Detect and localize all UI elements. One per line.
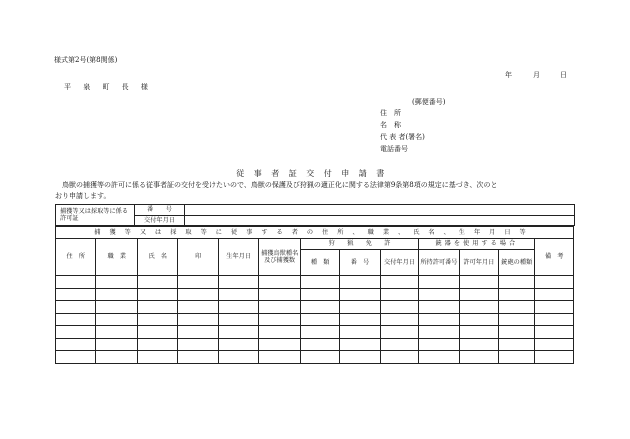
col-occupation: 職 業 [96,239,138,276]
worker-cell[interactable] [96,351,138,364]
worker-cell[interactable] [259,313,301,326]
worker-cell[interactable] [96,301,138,314]
date-year: 年 [505,71,512,79]
worker-cell[interactable] [380,301,418,314]
style-number: 様式第2号(第8関係) [54,56,118,64]
worker-cell[interactable] [419,313,459,326]
worker-cell[interactable] [259,288,301,301]
worker-cell[interactable] [380,351,418,364]
worker-cell[interactable] [178,338,218,351]
worker-cell[interactable] [499,288,535,301]
worker-cell[interactable] [137,351,177,364]
worker-cell[interactable] [137,301,177,314]
worker-cell[interactable] [137,313,177,326]
worker-cell[interactable] [218,301,258,314]
worker-cell[interactable] [56,338,96,351]
worker-cell[interactable] [535,351,574,364]
worker-cell[interactable] [96,326,138,339]
worker-cell[interactable] [218,351,258,364]
date-month: 月 [533,71,540,79]
col-firearm-permit-number: 所持許可番号 [419,250,459,276]
worker-cell[interactable] [300,351,339,364]
worker-cell[interactable] [137,288,177,301]
worker-row [56,276,574,289]
worker-cell[interactable] [259,351,301,364]
worker-row [56,301,574,314]
col-license-issue-date: 交付年月日 [380,250,418,276]
worker-cell[interactable] [218,313,258,326]
worker-cell[interactable] [300,338,339,351]
worker-cell[interactable] [178,313,218,326]
worker-cell[interactable] [259,326,301,339]
col-firearm-header: 銃器を使用する場合 [419,239,535,250]
worker-cell[interactable] [535,276,574,289]
worker-cell[interactable] [499,351,535,364]
worker-cell[interactable] [56,351,96,364]
col-address: 住 所 [56,239,96,276]
statement-line-2: おり申請します。 [55,191,111,200]
worker-cell[interactable] [300,313,339,326]
worker-cell[interactable] [56,276,96,289]
worker-cell[interactable] [96,276,138,289]
postal-code-label: (郵便番号) [412,98,446,106]
col-hunting-license: 狩 猟 免 許 [300,239,418,250]
worker-cell[interactable] [178,276,218,289]
worker-cell[interactable] [178,301,218,314]
worker-cell[interactable] [96,313,138,326]
worker-cell[interactable] [419,326,459,339]
worker-cell[interactable] [499,276,535,289]
worker-cell[interactable] [340,326,380,339]
worker-row [56,313,574,326]
applicant-address-label: 住 所 [380,109,401,117]
worker-cell[interactable] [96,338,138,351]
col-name: 氏 名 [137,239,177,276]
addressee: 平 泉 町 長 様 [64,83,153,91]
worker-cell[interactable] [56,301,96,314]
worker-cell[interactable] [56,326,96,339]
worker-cell[interactable] [380,276,418,289]
worker-cell[interactable] [340,301,380,314]
worker-cell[interactable] [459,351,498,364]
worker-cell[interactable] [535,288,574,301]
worker-cell[interactable] [535,313,574,326]
worker-cell[interactable] [96,288,138,301]
worker-cell[interactable] [300,301,339,314]
worker-table [55,226,574,364]
worker-cell[interactable] [137,276,177,289]
worker-cell[interactable] [380,338,418,351]
worker-cell[interactable] [218,288,258,301]
worker-cell[interactable] [419,351,459,364]
worker-cell[interactable] [499,326,535,339]
worker-cell[interactable] [459,338,498,351]
worker-cell[interactable] [459,288,498,301]
application-statement [55,180,575,201]
col-species: 捕獲鳥獣種名及び捕獲数 [259,239,301,276]
col-birth-date: 生年月日 [218,239,258,276]
worker-cell[interactable] [259,301,301,314]
worker-cell[interactable] [459,276,498,289]
worker-row [56,326,574,339]
permit-table [55,204,575,226]
permit-date-label: 交付年月日 [135,216,185,226]
worker-cell[interactable] [259,276,301,289]
worker-cell[interactable] [340,288,380,301]
worker-cell[interactable] [259,338,301,351]
applicant-name-label: 名 称 [380,121,401,129]
worker-cell[interactable] [535,326,574,339]
permit-number-field[interactable] [185,205,575,216]
worker-cell[interactable] [340,338,380,351]
worker-cell[interactable] [419,288,459,301]
statement-line-1: 鳥獣の捕獲等の許可に係る従事者証の交付を受けたいので、鳥獣の保護及び狩猟の適正化に関する法律第9条第8項の規定に基づき、次のと [62,181,498,189]
worker-cell[interactable] [380,326,418,339]
worker-cell[interactable] [535,301,574,314]
worker-cell[interactable] [499,313,535,326]
worker-cell[interactable] [300,288,339,301]
worker-cell[interactable] [380,313,418,326]
worker-cell[interactable] [218,276,258,289]
worker-cell[interactable] [499,338,535,351]
worker-cell[interactable] [340,351,380,364]
worker-cell[interactable] [380,288,418,301]
worker-cell[interactable] [459,301,498,314]
worker-cell[interactable] [419,338,459,351]
col-seal: 印 [178,239,218,276]
col-firearm-type: 銃砲の種類 [499,250,535,276]
worker-cell[interactable] [178,326,218,339]
worker-cell[interactable] [340,276,380,289]
worker-cell[interactable] [499,301,535,314]
worker-cell[interactable] [137,338,177,351]
worker-row [56,288,574,301]
section-header: 捕獲等又は採取等に従事する者の住所、職業、氏名、生年月日等 [56,227,574,239]
permit-number-label: 番 号 [135,205,185,216]
col-license-number: 番 号 [340,250,380,276]
applicant-representative-label: 代 表 者(署名) [380,133,425,141]
applicant-phone-label: 電話番号 [380,145,408,153]
worker-cell[interactable] [56,288,96,301]
permit-label: 捕獲等又は採取等に係る許可証 [56,205,135,226]
worker-cell[interactable] [218,338,258,351]
worker-cell[interactable] [419,301,459,314]
worker-cell[interactable] [178,288,218,301]
worker-cell[interactable] [56,313,96,326]
date-day: 日 [560,71,567,79]
col-license-type: 種 類 [300,250,339,276]
worker-cell[interactable] [459,326,498,339]
worker-cell[interactable] [419,276,459,289]
worker-cell[interactable] [340,313,380,326]
col-remarks: 備 考 [535,239,574,276]
worker-row [56,351,574,364]
worker-cell[interactable] [535,338,574,351]
worker-cell[interactable] [218,326,258,339]
worker-cell[interactable] [300,276,339,289]
worker-row [56,338,574,351]
permit-date-field[interactable] [185,216,575,226]
worker-cell[interactable] [178,351,218,364]
document-title: 従事者証交付申請書 [236,169,394,178]
worker-cell[interactable] [137,326,177,339]
worker-cell[interactable] [300,326,339,339]
worker-cell[interactable] [459,313,498,326]
col-firearm-permit-date: 許可年月日 [459,250,498,276]
